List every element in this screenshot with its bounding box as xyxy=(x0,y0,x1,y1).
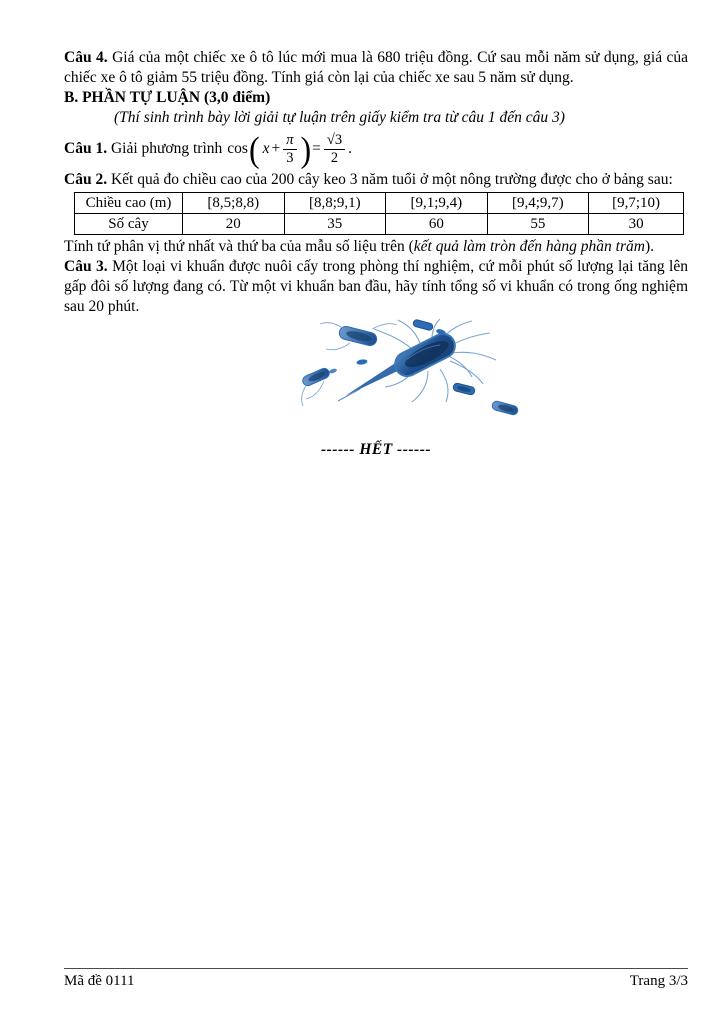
equals-sign: = xyxy=(312,140,321,157)
fraction-pi-3 xyxy=(283,132,296,166)
height-frequency-table xyxy=(74,192,684,235)
page-number: Trang 3/3 xyxy=(629,973,688,989)
open-paren: ( xyxy=(248,128,260,170)
question-2-instruction xyxy=(64,237,688,257)
section-b-title: B. PHẦN TỰ LUẬN (3,0 điểm) xyxy=(64,89,271,106)
close-paren: ) xyxy=(300,128,312,170)
fraction-sqrt3-2 xyxy=(324,132,345,166)
fraction-sqrt3-2-denominator: 2 xyxy=(330,149,339,166)
page-footer xyxy=(64,968,688,991)
table-interval-5: [9,7;10) xyxy=(589,193,684,214)
question-3-text: Một loại vi khuẩn được nuôi cấy trong phòng thí nghiệm, cứ mỗi phút số lượng lại tăng lên gấp đôi số lượng đang có. Từ một vi khuẩn ban đầu, hãy tính tổng số vi khuẩn có trong ống nghiệm sau 20 phút. xyxy=(64,258,688,315)
period: . xyxy=(348,140,352,157)
table-count-2: 35 xyxy=(284,214,386,235)
instruction-close: ). xyxy=(644,238,655,255)
table-count-3: 60 xyxy=(386,214,488,235)
table-interval-2: [8,8;9,1) xyxy=(284,193,386,214)
bacteria-image-container xyxy=(64,319,688,430)
cos-function: cos xyxy=(227,140,248,157)
question-2-label: Câu 2. xyxy=(64,171,108,188)
bacteria-illustration xyxy=(300,319,530,424)
question-2-text: Kết quả đo chiều cao của 200 cây keo 3 năm tuổi ở một nông trường được cho ở bảng sau: xyxy=(110,171,673,188)
question-4-label: Câu 4. xyxy=(64,49,108,66)
question-2 xyxy=(64,170,688,190)
table-header-height: Chiều cao (m) xyxy=(75,193,183,214)
fraction-pi-3-numerator: π xyxy=(283,132,296,150)
question-1-text: Giải phương trình xyxy=(110,140,223,157)
exam-content xyxy=(64,48,688,460)
exam-code: Mã đề 0111 xyxy=(64,973,135,989)
question-4-text: Giá của một chiếc xe ô tô lúc mới mua là 680 triệu đồng. Cứ sau mỗi năm sử dụng, giá của chiếc xe ô tô giảm 55 triệu đồng. Tính giá còn lại của chiếc xe sau 5 năm sử dụng. xyxy=(64,49,689,86)
plus-operator: + xyxy=(271,140,281,157)
table-interval-3: [9,1;9,4) xyxy=(386,193,488,214)
table-count-1: 20 xyxy=(183,214,285,235)
table-header-count: Số cây xyxy=(75,214,183,235)
fraction-pi-3-denominator: 3 xyxy=(286,149,294,166)
table-count-5: 30 xyxy=(589,214,684,235)
equation-cos xyxy=(227,128,352,170)
end-marker: ------ HẾT ------ xyxy=(320,441,432,458)
table-interval-4: [9,4;9,7) xyxy=(487,193,589,214)
table-count-4: 55 xyxy=(487,214,589,235)
variable-x: x xyxy=(262,140,270,157)
table-interval-1: [8,5;8,8) xyxy=(183,193,285,214)
table-row xyxy=(75,193,684,214)
fraction-sqrt3-2-numerator: √3 xyxy=(324,132,345,150)
question-3 xyxy=(64,257,688,317)
question-1-label: Câu 1. xyxy=(64,140,108,157)
table-row xyxy=(75,214,684,235)
question-1 xyxy=(64,129,688,169)
question-4 xyxy=(64,48,688,88)
section-b-note: (Thí sinh trình bày lời giải tự luận trên giấy kiểm tra từ câu 1 đến câu 3) xyxy=(114,109,565,126)
instruction-normal: Tính tứ phân vị thứ nhất và thứ ba của mẫu số liệu trên ( xyxy=(64,238,414,255)
question-3-label: Câu 3. xyxy=(64,258,108,275)
instruction-italic: kết quả làm tròn đến hàng phần trăm xyxy=(413,238,645,255)
